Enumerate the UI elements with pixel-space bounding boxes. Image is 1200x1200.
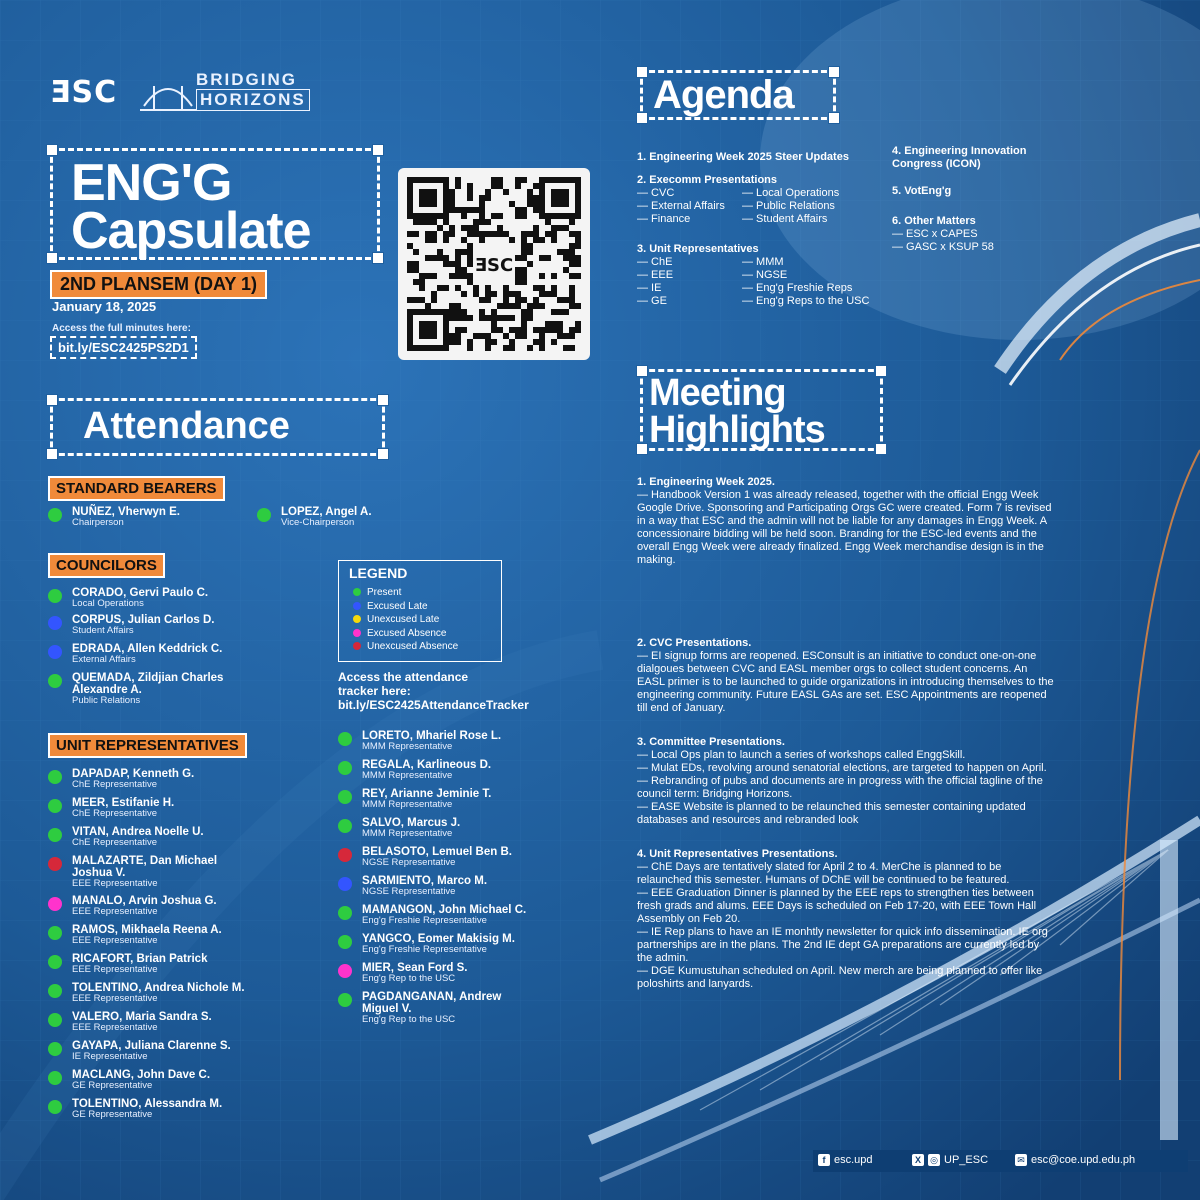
- tracker-label-line2: tracker here:: [338, 684, 411, 698]
- status-dot: [338, 819, 352, 833]
- attendee-role: Eng'g Freshie Representative: [362, 915, 487, 926]
- meeting-date: January 18, 2025: [52, 299, 157, 314]
- attendee-role: NGSE Representative: [362, 886, 456, 897]
- highlights-title-line1: Meeting: [649, 372, 786, 414]
- status-dot: [338, 848, 352, 862]
- agenda-item-2-right: [742, 187, 839, 226]
- highlight-4: [637, 848, 1057, 991]
- attendee-name: CORADO, Gervi Paulo C.: [72, 587, 209, 599]
- attendee-role: MMM Representative: [362, 828, 453, 839]
- legend-item: [353, 601, 428, 612]
- agenda-subitem: — ESC x CAPES: [892, 228, 978, 240]
- legend-dot: [353, 602, 361, 610]
- attendee-name: VITAN, Andrea Noelle U.: [72, 826, 204, 838]
- status-dot: [338, 761, 352, 775]
- highlight-line: — EASE Website is planned to be relaunched this semester containing updated databases and resources and rebranded look: [637, 801, 1026, 826]
- agenda-subitem: — GE: [637, 295, 667, 307]
- highlight-1-title: 1. Engineering Week 2025.: [637, 476, 775, 488]
- attendee-name: RICAFORT, Brian Patrick: [72, 953, 208, 965]
- agenda-item-6: 6. Other Matters: [892, 215, 976, 227]
- agenda-item-3-right: [742, 256, 869, 308]
- attendee-role: MMM Representative: [362, 770, 453, 781]
- legend-label: Excused Absence: [367, 627, 447, 639]
- agenda-subitem: — ChE: [637, 256, 673, 268]
- highlight-line: — Local Ops plan to launch a series of workshops called EnggSkill.: [637, 749, 966, 761]
- attendee-name: DAPADAP, Kenneth G.: [72, 768, 195, 780]
- attendee-role: Vice-Chairperson: [281, 517, 355, 528]
- legend-dot: [353, 642, 361, 650]
- bridging-horizons-logo: [140, 66, 340, 116]
- attendee-name: RAMOS, Mikhaela Reena A.: [72, 924, 222, 936]
- attendee-name-cont: Joshua V.: [72, 867, 126, 879]
- attendee-name: REY, Arianne Jeminie T.: [362, 788, 492, 800]
- minutes-link[interactable]: bit.ly/ESC2425PS2D1: [50, 336, 197, 359]
- status-dot: [48, 1013, 62, 1027]
- esc-logo: ƎSC: [50, 75, 118, 110]
- attendee-name: YANGCO, Eomer Makisig M.: [362, 933, 515, 945]
- legend-item: [353, 628, 447, 639]
- legend-label: Present: [367, 587, 402, 598]
- agenda-subitem: — IE: [637, 282, 662, 294]
- logo-text-horizons: HORIZONS: [196, 89, 310, 111]
- tracker-label-line1: Access the attendance: [338, 670, 469, 684]
- status-dot: [338, 790, 352, 804]
- agenda-item-6-sub: [892, 228, 994, 254]
- status-dot: [48, 674, 62, 688]
- status-dot: [48, 799, 62, 813]
- attendee-name: MAMANGON, John Michael C.: [362, 904, 527, 916]
- attendee-role: Local Operations: [72, 598, 144, 609]
- agenda-item-4: 4. Engineering Innovation Congress (ICON): [892, 145, 1027, 170]
- agenda-subitem: — Eng'g Freshie Reps: [742, 282, 853, 294]
- agenda-subitem: — MMM: [742, 256, 784, 268]
- status-dot: [48, 1042, 62, 1056]
- attendee-name: MANALO, Arvin Joshua G.: [72, 895, 217, 907]
- status-dot: [48, 926, 62, 940]
- legend-dot: [353, 588, 361, 596]
- agenda-subitem: — External Affairs: [637, 200, 725, 212]
- attendee-name: TOLENTINO, Andrea Nichole M.: [72, 982, 245, 994]
- agenda-item-2: 2. Execomm Presentations: [637, 174, 778, 186]
- attendee-role: Public Relations: [72, 695, 141, 706]
- agenda-subitem: — CVC: [637, 187, 675, 199]
- agenda-item-5: 5. VotEng'g: [892, 185, 952, 197]
- agenda-subitem: — Public Relations: [742, 200, 835, 212]
- highlight-line: — Mulat EDs, revolving around senatorial elections, are targeted to happen on April.: [637, 762, 1047, 774]
- attendee-role: Eng'g Rep to the USC: [362, 973, 456, 984]
- councilors-heading: COUNCILORS: [48, 553, 165, 578]
- attendee-name: PAGDANGANAN, Andrew: [362, 991, 502, 1003]
- legend-label: Unexcused Late: [367, 614, 440, 625]
- attendee-name: LOPEZ, Angel A.: [281, 506, 372, 518]
- attendee-name: SALVO, Marcus J.: [362, 817, 461, 829]
- unit-representatives-heading: UNIT REPRESENTATIVES: [48, 733, 247, 758]
- legend-dot: [353, 629, 361, 637]
- agenda-subitem: — Eng'g Reps to the USC: [742, 295, 870, 307]
- agenda-subitem: — Student Affairs: [742, 213, 828, 225]
- status-dot: [48, 1071, 62, 1085]
- legend-item: [353, 587, 401, 598]
- instagram-icon: ◎: [928, 1154, 940, 1166]
- status-dot: [257, 508, 271, 522]
- bridge-icon: [140, 66, 196, 116]
- agenda-item-2-left: [637, 187, 725, 226]
- attendee-name: EDRADA, Allen Keddrick C.: [72, 643, 223, 655]
- attendee-role: ChE Representative: [72, 837, 158, 848]
- attendee-name: GAYAPA, Juliana Clarenne S.: [72, 1040, 231, 1052]
- attendance-title-box: [50, 398, 385, 456]
- status-dot: [48, 508, 62, 522]
- page-title-line2: Capsulate: [71, 202, 311, 260]
- highlight-2-title: 2. CVC Presentations.: [637, 637, 752, 649]
- attendee-name: BELASOTO, Lemuel Ben B.: [362, 846, 512, 858]
- agenda-subitem: — GASC x KSUP 58: [892, 241, 994, 253]
- status-dot: [48, 645, 62, 659]
- attendance-tracker-link[interactable]: bit.ly/ESC2425AttendanceTracker: [338, 698, 529, 712]
- attendance-tracker-note: [338, 670, 529, 712]
- highlight-line: — IE Rep plans to have an IE monhtly newsletter for quick info dissemination. IE org partnerships are in the plans. The 2nd IE dept GA preparations are currently led by the admin.: [637, 926, 1048, 964]
- attendee-name: MEER, Estifanie H.: [72, 797, 175, 809]
- status-dot: [338, 906, 352, 920]
- x-icon: X: [912, 1154, 924, 1166]
- attendee-role: GE Representative: [72, 1080, 153, 1091]
- attendee-name-cont: Alexandre A.: [72, 684, 142, 696]
- page-title-line1: ENG'G: [71, 154, 232, 212]
- status-dot: [338, 935, 352, 949]
- highlight-3-title: 3. Committee Presentations.: [637, 736, 785, 748]
- highlight-line: — Rebranding of pubs and documents are in progress with the official tagline of the council term: Bridging Horizons.: [637, 775, 1043, 800]
- footer-email[interactable]: ✉ esc@coe.upd.edu.ph: [1015, 1154, 1135, 1166]
- highlight-2-text: — EI signup forms are reopened. ESConsult is an initiative to conduct one-on-one dialgoues between CVC and EASL member orgs to collect student concerns. An EASL primer is to be launched to guide organizations in introducing themselves to the engineering community. Future EASL GAs are set. ESC Appointments are reopened till end of January.: [637, 650, 1054, 714]
- attendee-name: NUÑEZ, Vherwyn E.: [72, 506, 180, 518]
- attendee-name: VALERO, Maria Sandra S.: [72, 1011, 212, 1023]
- attendee-name: SARMIENTO, Marco M.: [362, 875, 488, 887]
- agenda-subitem: — EEE: [637, 269, 674, 281]
- plansem-badge: 2ND PLANSEM (DAY 1): [50, 270, 267, 299]
- attendee-role: ChE Representative: [72, 779, 158, 790]
- attendee-role: ChE Representative: [72, 808, 158, 819]
- highlight-4-title: 4. Unit Representatives Presentations.: [637, 848, 838, 860]
- attendee-name: REGALA, Karlineous D.: [362, 759, 492, 771]
- mail-icon: ✉: [1015, 1154, 1027, 1166]
- status-dot: [48, 770, 62, 784]
- legend: [338, 560, 502, 662]
- status-dot: [48, 897, 62, 911]
- attendee-role: Chairperson: [72, 517, 124, 528]
- highlight-line: — EEE Graduation Dinner is planned by the EEE reps to strengthen ties between fresh grads and alums. EEE Days is scheduled on Feb 17-20, with EEE Town Hall Assembly on Feb 20.: [637, 887, 1037, 925]
- status-dot: [338, 732, 352, 746]
- attendance-title: Attendance: [83, 405, 290, 447]
- agenda-title-box: [640, 70, 836, 120]
- attendee-role: EEE Representative: [72, 906, 158, 917]
- attendee-role: EEE Representative: [72, 993, 158, 1004]
- footer-x-instagram[interactable]: X ◎ UP_ESC: [912, 1154, 988, 1166]
- qr-code[interactable]: [398, 168, 590, 360]
- meeting-highlights-title-box: [640, 369, 883, 451]
- agenda-title: Agenda: [653, 73, 794, 117]
- agenda-subitem: — Local Operations: [742, 187, 840, 199]
- logo-text-bridging: BRIDGING: [196, 70, 297, 89]
- qr-center-logo: ƎSC: [474, 255, 514, 276]
- attendee-role: Eng'g Rep to the USC: [362, 1014, 456, 1025]
- attendee-role: Student Affairs: [72, 625, 134, 636]
- status-dot: [48, 589, 62, 603]
- legend-label: Excused Late: [367, 600, 428, 612]
- attendee-name: MIER, Sean Ford S.: [362, 962, 468, 974]
- attendee-role: EEE Representative: [72, 1022, 158, 1033]
- status-dot: [48, 1100, 62, 1114]
- attendee-role: EEE Representative: [72, 964, 158, 975]
- legend-label: Unexcused Absence: [367, 641, 459, 652]
- agenda-item-3: 3. Unit Representatives: [637, 243, 759, 255]
- agenda-item-1: 1. Engineering Week 2025 Steer Updates: [637, 151, 849, 163]
- qr-code-graphic: [398, 168, 590, 360]
- attendee-role: NGSE Representative: [362, 857, 456, 868]
- attendee-name: MALAZARTE, Dan Michael: [72, 855, 218, 867]
- minutes-access-label: Access the full minutes here:: [52, 323, 191, 334]
- attendee-role: MMM Representative: [362, 799, 453, 810]
- attendee-role: EEE Representative: [72, 878, 158, 889]
- highlight-1-text: — Handbook Version 1 was already released, together with the official Engg Week Google Drive. Sponsoring and Participating Orgs GC were created. Form 7 is revised in a way that ESC and the admin will not be liable for any damages in Engg Week. A concessionaire bidding will be held soon. Branding for the ESC-led events and the overall Engg Week were already finalized. Engg Week merchandise design is in the making.: [637, 489, 1052, 566]
- attendee-name-cont: Miguel V.: [362, 1003, 412, 1015]
- footer-facebook[interactable]: f esc.upd: [818, 1154, 873, 1166]
- attendee-role: IE Representative: [72, 1051, 148, 1062]
- attendee-name: TOLENTINO, Alessandra M.: [72, 1098, 223, 1110]
- agenda-subitem: — Finance: [637, 213, 691, 225]
- attendee-name: QUEMADA, Zildjian Charles: [72, 672, 224, 684]
- attendee-role: MMM Representative: [362, 741, 453, 752]
- attendee-role: GE Representative: [72, 1109, 153, 1120]
- highlights-title-line2: Highlights: [649, 409, 825, 451]
- attendee-role: External Affairs: [72, 654, 136, 665]
- attendee-role: Eng'g Freshie Representative: [362, 944, 487, 955]
- agenda-item-3-left: [637, 256, 673, 308]
- status-dot: [48, 984, 62, 998]
- status-dot: [48, 955, 62, 969]
- highlight-line: — ChE Days are tentatively slated for April 2 to 4. MerChe is planned to be relaunched this semester. Humans of DChE will be continued to be featured.: [637, 861, 1010, 886]
- legend-title: LEGEND: [349, 565, 408, 581]
- attendee-name: LORETO, Mhariel Rose L.: [362, 730, 502, 742]
- legend-item: [353, 614, 439, 625]
- status-dot: [48, 828, 62, 842]
- status-dot: [338, 964, 352, 978]
- status-dot: [48, 616, 62, 630]
- legend-dot: [353, 615, 361, 623]
- attendee-name: MACLANG, John Dave C.: [72, 1069, 211, 1081]
- standard-bearers-heading: STANDARD BEARERS: [48, 476, 225, 501]
- status-dot: [338, 993, 352, 1007]
- status-dot: [338, 877, 352, 891]
- agenda-subitem: — NGSE: [742, 269, 788, 281]
- highlight-3: [637, 736, 1057, 827]
- highlight-2: [637, 637, 1057, 715]
- attendee-name: CORPUS, Julian Carlos D.: [72, 614, 215, 626]
- highlight-line: — DGE Kumustuhan scheduled on April. New merch are being planned to offer like poloshirts and lanyards.: [637, 965, 1043, 990]
- legend-item: [353, 641, 458, 652]
- highlight-1: [637, 476, 1057, 567]
- attendee-role: EEE Representative: [72, 935, 158, 946]
- status-dot: [48, 857, 62, 871]
- facebook-icon: f: [818, 1154, 830, 1166]
- capsulate-title-box: [50, 148, 380, 260]
